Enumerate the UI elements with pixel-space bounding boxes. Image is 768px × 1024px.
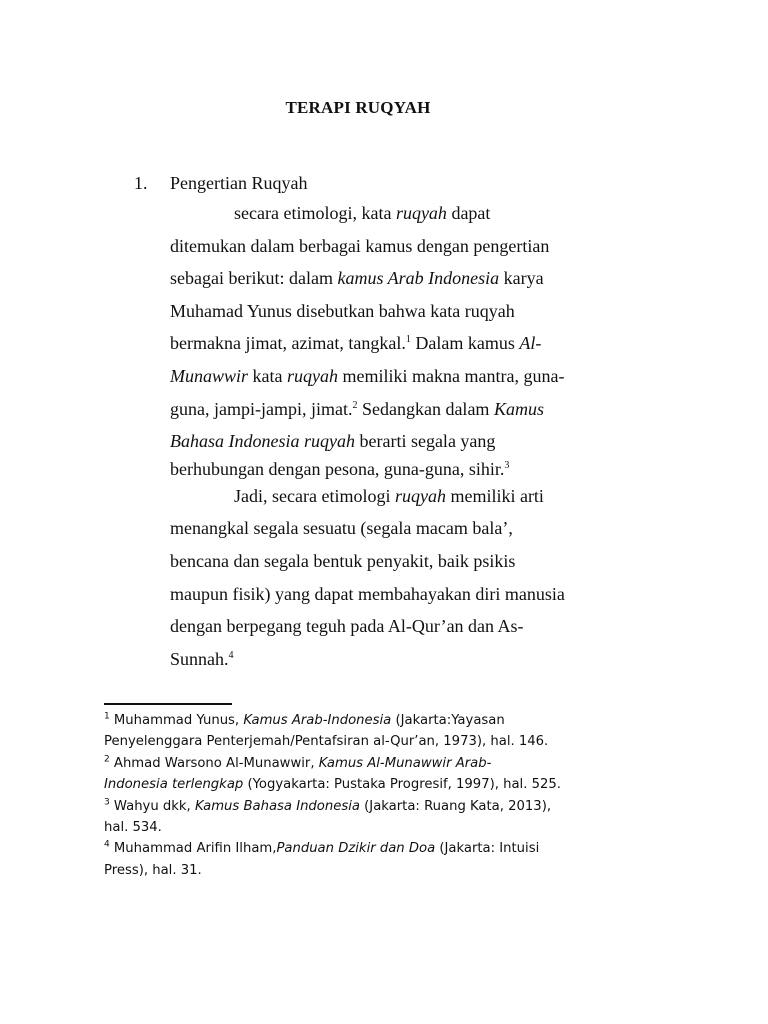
paragraph-line: Jadi, secara etimologi ruqyah memiliki arti (234, 485, 544, 506)
footnote-number: 3 (104, 797, 110, 808)
paragraph-line: bermakna jimat, azimat, tangkal.$^1$ Dalam kamus Al- (170, 333, 542, 354)
paragraph-line: dengan berpegang teguh pada Al-Qur’an dan As- (170, 616, 524, 637)
paragraph-line: secara etimologi, kata ruqyah dapat (234, 203, 491, 223)
page-title: TERAPI RUQYAH (285, 98, 431, 117)
footnote-number: 1 (104, 711, 110, 722)
section-heading-text: Pengertian Ruqyah (170, 173, 308, 193)
footnote-ref: 2 (352, 399, 358, 411)
paragraph-line: guna, jampi-jampi, jimat.$^2$ Sedangkan dalam Kamus (170, 398, 544, 419)
paragraph-line: berhubungan dengan pesona, guna-guna, sihir.$^3$ (170, 458, 510, 479)
footnote-1: $^1$ Muhammad Yunus, Kamus Arab-Indonesia (Jakarta:Yayasan Penyelenggara Penterjemah/Pentafsiran al-Qur’an, 1973), hal. 146. (104, 711, 549, 750)
paragraph-line: Bahasa Indonesia ruqyah berarti segala yang (170, 431, 496, 452)
footnote-number: 4 (104, 840, 110, 851)
paragraph-line: ditemukan dalam berbagai kamus dengan pengertian (170, 235, 550, 256)
footnote-ref: 4 (228, 649, 234, 661)
footnote-2: $^2$ Ahmad Warsono Al-Munawwir, Kamus Al-Munawwir Arab- Indonesia terlengkap (Yogyakarta: Pustaka Progresif, 1997), hal. 525. (104, 754, 561, 793)
section-heading (134, 172, 634, 194)
paragraph-line: maupun fisik) yang dapat membahayakan diri manusia (170, 583, 565, 604)
paragraph-line: sebagai berikut: dalam kamus Arab Indonesia karya (170, 268, 544, 289)
footnote-ref: 3 (504, 459, 510, 471)
paragraph-line: bencana dan segala bentuk penyakit, baik psikis (170, 550, 516, 571)
paragraph-line: Munawwir kata ruqyah memiliki makna mantra, guna- (170, 365, 565, 386)
footnote-4: $^4$ Muhammad Arifin Ilham,Panduan Dzikir dan Doa (Jakarta: Intuisi Press), hal. 31. (104, 840, 540, 878)
paragraph-1 (134, 197, 628, 480)
paragraph-line: menangkal segala sesuatu (segala macam bala’, (170, 518, 513, 539)
paragraph-line: Muhamad Yunus disebutkan bahwa kata ruqyah (170, 300, 515, 321)
footnote-3: $^3$ Wahyu dkk, Kamus Bahasa Indonesia (Jakarta: Ruang Kata, 2013), hal. 534. (104, 797, 552, 836)
paragraph-2 (134, 480, 628, 676)
section-1 (134, 172, 634, 675)
footnote-number: 2 (104, 754, 110, 765)
section-number: 1. (134, 173, 148, 193)
footnote-separator (104, 703, 232, 705)
footnotes (104, 710, 624, 881)
paragraph-line: Sunnah.$^4$ (170, 648, 234, 669)
footnote-ref: 1 (405, 334, 411, 346)
